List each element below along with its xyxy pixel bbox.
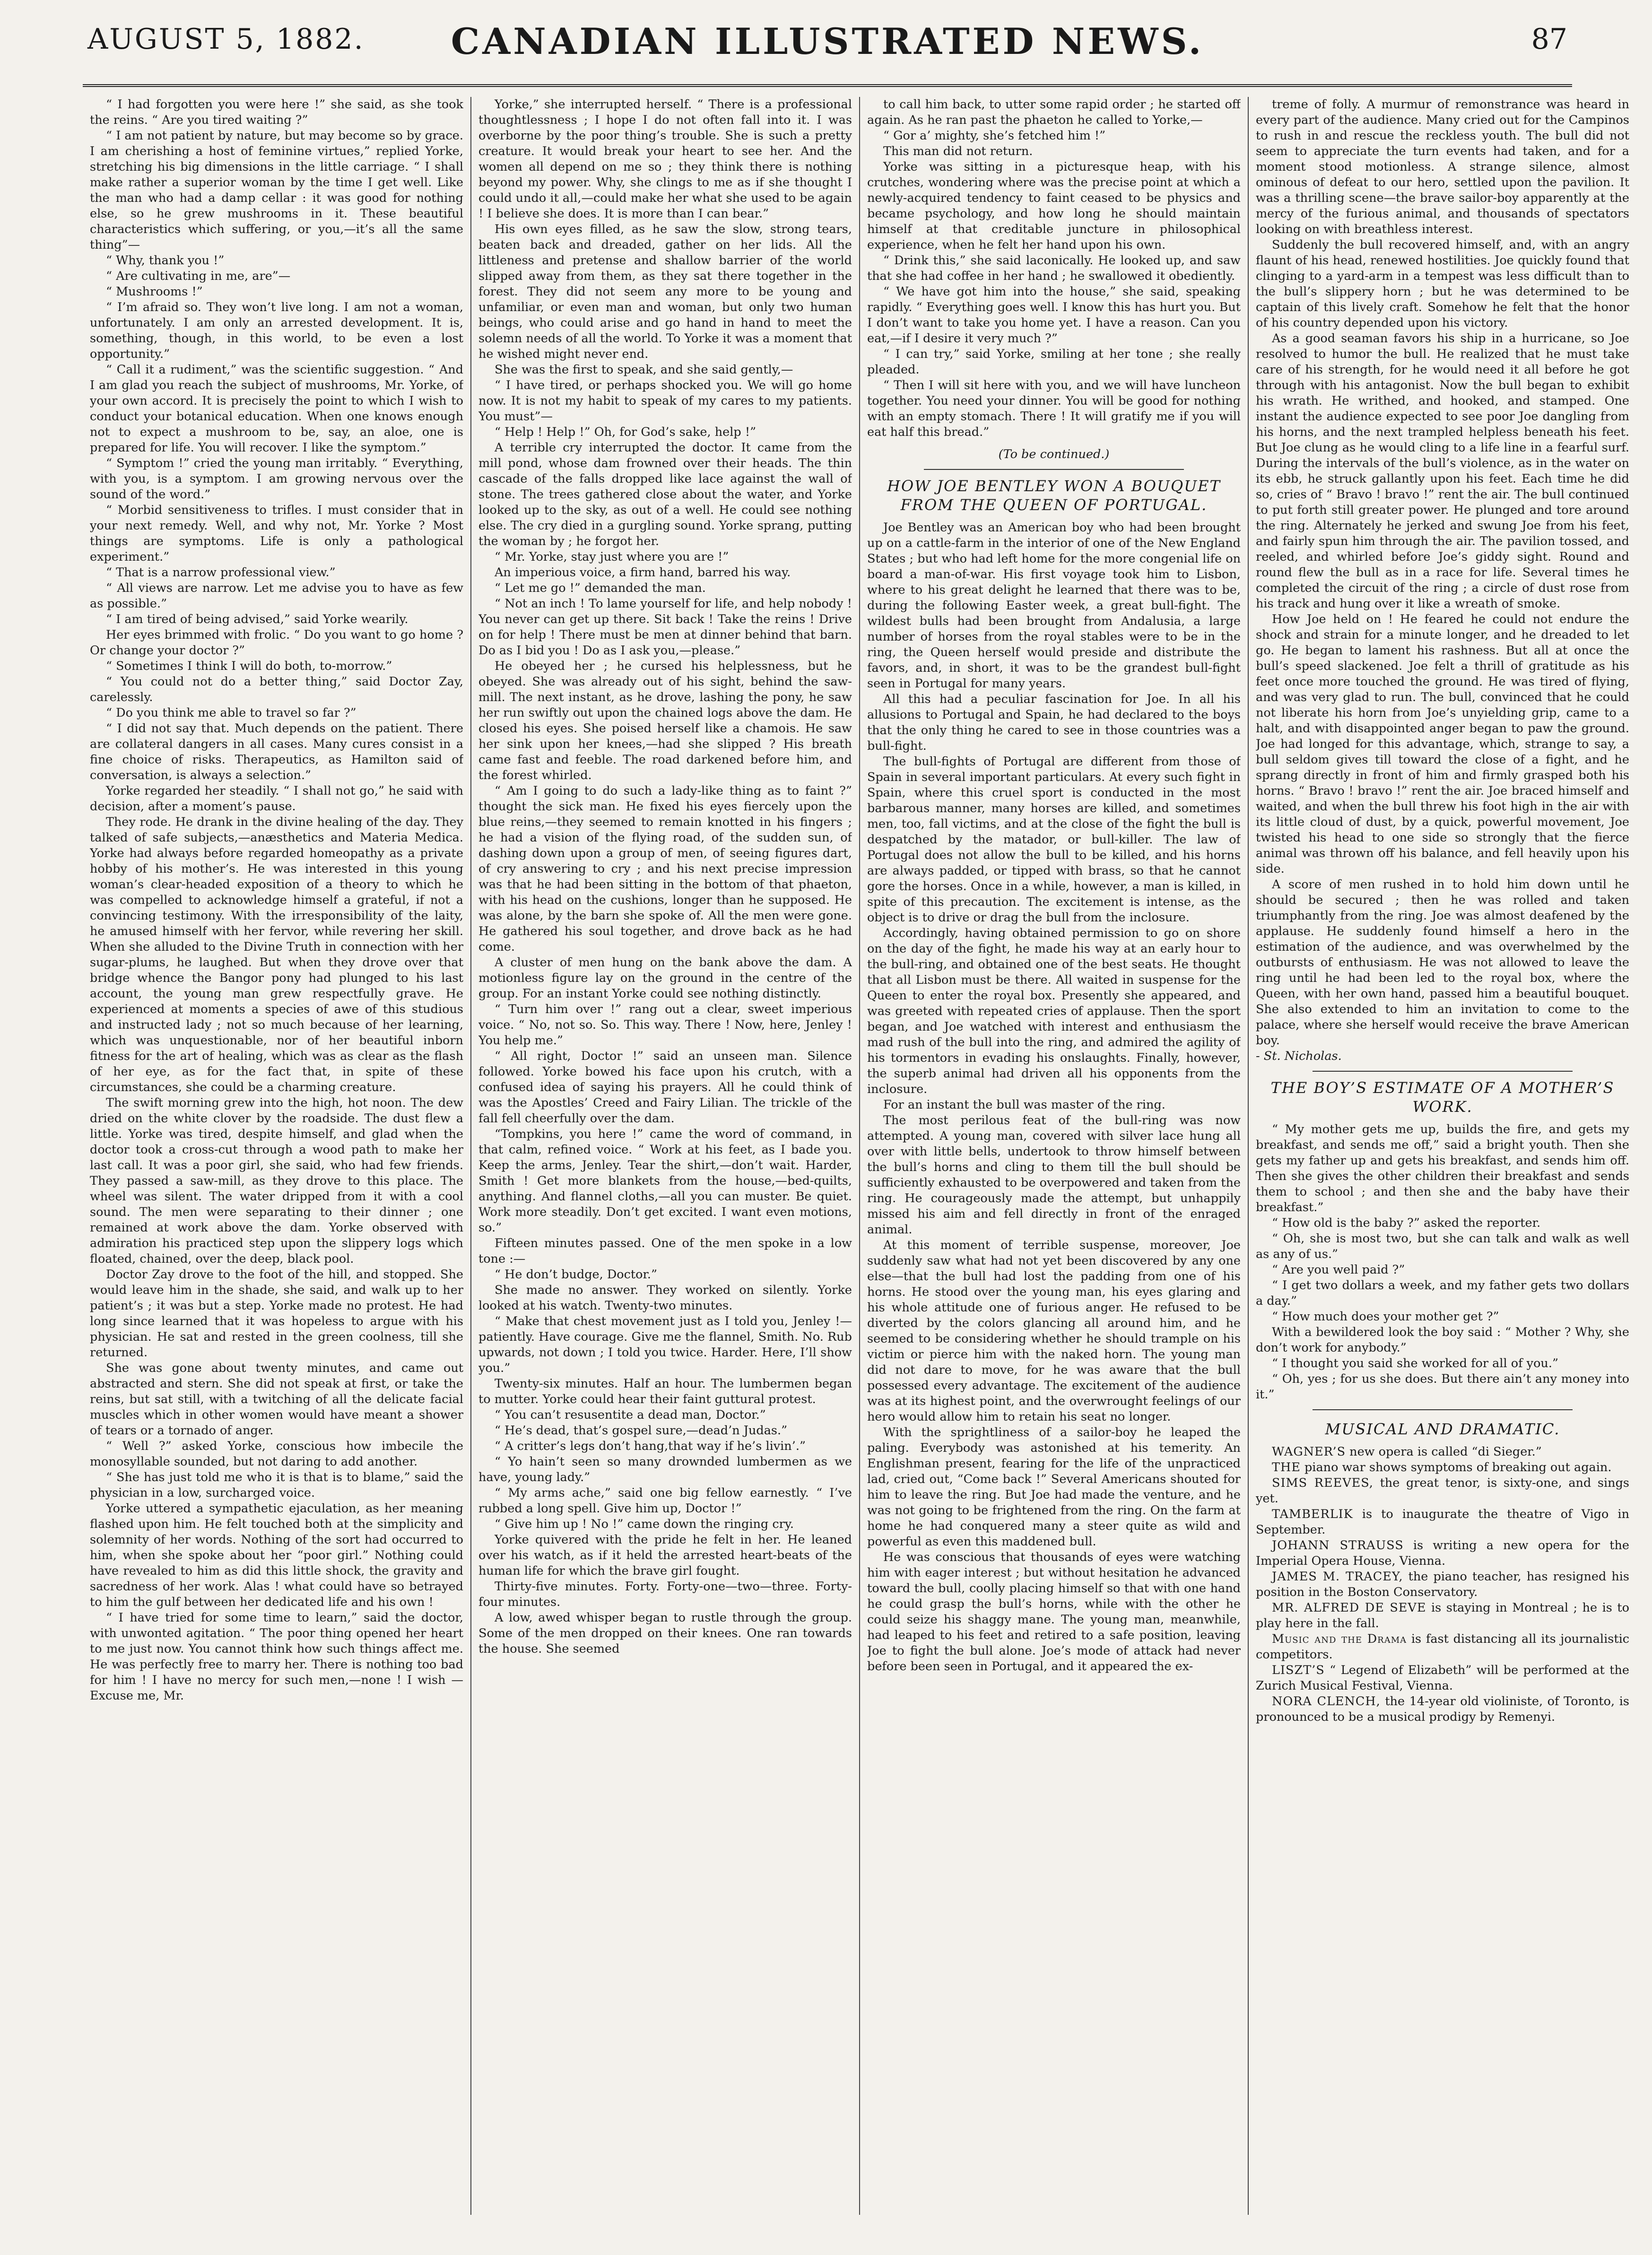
- paragraph: The swift morning grew into the high, hot noon. The dew dried on the white clover by the roadside. The dust flew a little. Yorke was tired, despite himself, and glad when the doctor took a cross-cut through a wood path to make her last call. It was a poor girl, she said, who had few friends. They passed a saw-mill, as they drove to this place. The wheel was silent. The water dripped from it with a cool sound. The men were separating to their dinner ; one remained at work above the dam. Yorke observed with admiration his practiced step upon the slippery logs which floated, chained, over the deep, black pool.: [90, 1096, 463, 1266]
- column-4: [1256, 97, 1629, 2224]
- paragraph: As a good seaman favors his ship in a hurricane, so Joe resolved to humor the bull. He realized that he must take care of his strength, for he would need it all before he got through with his antagonist. Now the bull began to exhibit his wrath. He writhed, and hooked, and stamped. One instant the audience expected to see poor Joe dangling from his horns, and the next trampled helpless beneath his feet. But Joe clung as he would cling to a life line in a fearful surf. During the intervals of the bull’s violence, as in the water on its ebb, he struck gallantly upon his feet. Each time he did so, cries of “ Bravo ! bravo !” rent the air. The bull continued to put forth still greater power. He plunged and tore around the ring. Alternately he jerked and swung Joe from his feet, and fairly spun him through the air. The pavilion tossed, and reeled, and whirled before Joe’s giddy sight. Round and round flew the bull as in a race for life. Several times he completed the circuit of the ring ; a circle of dust rose from his track and hung over it like a wreath of smoke.: [1256, 331, 1629, 611]
- paragraph: “ Are you well paid ?”: [1272, 1263, 1405, 1277]
- masthead: [83, 13, 1572, 87]
- paragraph: “ Mr. Yorke, stay just where you are !”: [495, 550, 729, 564]
- paragraph: “ Symptom !” cried the young man irritably. “ Everything, with you, is a symptom. I am growing nervous over the sound of the word.”: [90, 456, 463, 502]
- paragraph: to call him back, to utter some rapid order ; he started off again. As he ran past the phaeton he called to Yorke,—: [867, 97, 1241, 127]
- paragraph: A terrible cry interrupted the doctor. It came from the mill pond, whose dam frowned over their heads. The thin cascade of the falls dropped like lace against the wall of stone. The trees gathered close about the water, and Yorke looked up to the sky, as out of a well. He could see nothing else. The cry died in a gurgling sound. Yorke sprang, putting the woman by ; he forgot her.: [478, 441, 852, 548]
- paragraph: “ Why, thank you !”: [106, 253, 225, 268]
- column-3: [867, 97, 1241, 2224]
- paragraph: “ Let me go !” demanded the man.: [495, 581, 706, 595]
- music-note: [1256, 1694, 1629, 1725]
- music-note: [1256, 1569, 1629, 1600]
- music-note-text: “ Legend of Elizabeth” will be performed at the Zurich Musical Festival, Vienna.: [1256, 1663, 1629, 1693]
- paragraph: How Joe held on ! He feared he could not endure the shock and strain for a minute longer, and he dreaded to let go. He began to lament his rashness. But all at once the bull’s speed slackened. Joe felt a thrill of gratitude as his feet once more touched the ground. He was tired of flying, and was very glad to run. The bull, convinced that he could not liberate his horn from Joe’s unyielding grip, came to a halt, and with disappointed anger began to paw the ground. Joe had longed for this advantage, which, strange to say, a bull seldom gives till toward the close of a fight, and he sprang directly in front of him and firmly grasped both his horns. “ Bravo ! bravo !” rent the air. Joe braced himself and waited, and when the bull threw his foot high in the air with its little cloud of dust, by a quick, powerful movement, Joe twisted his head to one side so strongly that the fierce animal was thrown off his balance, and fell heavily upon his side.: [1256, 612, 1629, 876]
- paragraph: “ All right, Doctor !” said an unseen man. Silence followed. Yorke bowed his face upon his crutch, with a confused idea of saying his prayers. All he could think of was the Apostles’ Creed and Fairy Lilian. The trickle of the fall fell cheerfully over the dam.: [478, 1049, 852, 1126]
- column-rule: [859, 97, 860, 2215]
- music-note-text: is writing a new opera for the Imperial Opera House, Vienna.: [1256, 1538, 1629, 1568]
- paragraph: Yorke regarded her steadily. “ I shall not go,” he said with decision, after a moment’s pause.: [90, 784, 463, 814]
- paragraph: Yorke,” she interrupted herself. “ There is a professional thoughtlessness ; I hope I do not often fall into it. I was overborne by the poor thing’s trouble. She is such a pretty creature. It would break your heart to see her. And the women all depend on me so ; they think there is nothing beyond my power. Why, she clings to me as if she thought I could undo it all,—could make her what she used to be again ! I believe she does. It is more than I can bear.”: [478, 97, 852, 221]
- paragraph: “ I am tired of being advised,” said Yorke wearily.: [106, 612, 409, 626]
- music-note-lead: JOHANN STRAUSS: [1272, 1538, 1404, 1552]
- paragraph: Doctor Zay drove to the foot of the hill, and stopped. She would leave him in the shade, she said, and walk up to her patient’s ; it was but a step. Yorke made no protest. He had long since learned that it was hopeless to argue with his physician. He sat and rested in the green coolness, till she returned.: [90, 1267, 463, 1360]
- to-be-continued: (To be continued.): [998, 447, 1110, 461]
- paragraph: His own eyes filled, as he saw the slow, strong tears, beaten back and dreaded, gather on her lids. All the littleness and pretense and shallow barrier of the world slipped away from them, as they sat there together in the forest. They did not seem any more to be young and unfamiliar, or even man and woman, but only two human beings, who could arise and go hand in hand to meet the solemn needs of all the world. To Yorke it was a moment that he wished might never end.: [478, 222, 852, 361]
- music-note-text: is fast distancing all its journalistic competitors.: [1256, 1632, 1629, 1662]
- paragraph: “ Well ?” asked Yorke, conscious how imbecile the monosyllable sounded, but not daring to add another.: [90, 1439, 463, 1469]
- paragraph: “ A critter’s legs don’t hang,that way if he’s livin’.”: [495, 1439, 806, 1453]
- paragraph: Yorke quivered with the pride he felt in her. He leaned over his watch, as if it held the arrested heart-beats of the human life for which the brave girl fought.: [478, 1533, 852, 1578]
- section-divider: [1313, 1409, 1573, 1410]
- paragraph: “ I have tired, or perhaps shocked you. We will go home now. It is not my habit to speak of my cares to my patients. You must”—: [478, 378, 852, 424]
- paragraph: “ How much does your mother get ?”: [1272, 1310, 1499, 1324]
- paragraph: “ I can try,” said Yorke, smiling at her tone ; she really pleaded.: [867, 347, 1241, 377]
- paragraph: A low, awed whisper began to rustle through the group. Some of the men dropped on their knees. One ran towards the house. She seemed: [478, 1611, 852, 1656]
- paragraph: “ How old is the baby ?” asked the reporter.: [1272, 1216, 1541, 1230]
- paragraph: This man did not return.: [883, 144, 1033, 158]
- music-note-text: the 14-year old violiniste, of Toronto, is pronounced to be a musical prodigy by Remenyi.: [1256, 1694, 1629, 1724]
- paragraph: “ Help ! Help !” Oh, for God’s sake, help !”: [495, 425, 756, 439]
- paragraph: “ He’s dead, that’s gospel sure,—dead’n Judas.”: [495, 1423, 788, 1438]
- paragraph: “ Make that chest movement just as I told you, Jenley !—patiently. Have courage. Give me the flannel, Smith. No. Rub upwards, not down ; I told you twice. Harder. Here, I’ll show you.”: [478, 1314, 852, 1375]
- article-title-bull-fight: HOW JOE BENTLEY WON A BOUQUET FROM THE QUEEN OF PORTUGAL.: [887, 477, 1221, 514]
- paragraph: “ That is a narrow professional view.”: [106, 565, 336, 580]
- paragraph: Suddenly the bull recovered himself, and, with an angry flaunt of his head, renewed hostilities. Joe quickly found that clinging to a yard-arm in a tempest was less difficult than to the bull’s slippery horn ; but he was determined to be captain of this lively craft. Somehow he felt that the honor of his country depended upon his victory.: [1256, 238, 1629, 330]
- paragraph: “ All views are narrow. Let me advise you to have as few as possible.”: [90, 581, 463, 611]
- paragraph: She made no answer. They worked on silently. Yorke looked at his watch. Twenty-two minutes.: [478, 1283, 852, 1313]
- article-title-mothers-work: THE BOY’S ESTIMATE OF A MOTHER’S WORK.: [1270, 1079, 1615, 1116]
- paragraph: “ I did not say that. Much depends on the patient. There are collateral dangers in all cases. Many cures consist in a fine choice of risks. Therapeutics, as Hamilton said of conversation, is always a selection.”: [90, 721, 463, 782]
- paragraph: All this had a peculiar fascination for Joe. In all his allusions to Portugal and Spain, he had declared to the boys that the only thing he cared to see in those countries was a bull-fight.: [867, 692, 1241, 753]
- paragraph: “ Am I going to do such a lady-like thing as to faint ?” thought the sick man. He fixed his eyes fiercely upon the blue reins,—they seemed to remain knotted in his fingers ; he had a vision of the flying road, of the sudden sun, of dashing down upon a group of men, of seeing figures dart, of cry answering to cry ; and his next precise impression was that he had been sitting in the bottom of that phaeton, with his head on the cushions, longer than he supposed. He was alone, by the barn she spoke of. All the men were gone. He gathered his soul together, and drove back as he had come.: [478, 784, 852, 954]
- music-note-lead: Music and the Drama: [1272, 1632, 1407, 1646]
- paragraph: Accordingly, having obtained permission to go on shore on the day of the fight, he made his way at an early hour to the bull-ring, and obtained one of the best seats. He thought that all Lisbon must be there. All waited in suspense for the Queen to enter the royal box. Presently she appeared, and was greeted with repeated cries of applause. Then the sport began, and Joe watched with interest and enthusiasm the mad rush of the bull into the ring, and admired the agility of his tormentors in evading his onslaughts. Finally, however, the superb animal had driven all his opponents from the inclosure.: [867, 926, 1241, 1096]
- music-note-lead: NORA CLENCH,: [1272, 1694, 1381, 1709]
- music-note-lead: JAMES M. TRACEY,: [1272, 1570, 1403, 1584]
- paragraph: With a bewildered look the boy said : “ Mother ? Why, she don’t work for anybody.”: [1256, 1325, 1629, 1355]
- article-body-mothers-work: [1256, 1122, 1629, 1403]
- music-note-text: new opera is called “di Sieger.”: [1349, 1445, 1542, 1459]
- paragraph: “ I get two dollars a week, and my father gets two dollars a day.”: [1256, 1278, 1629, 1308]
- music-note-lead: TAMBERLIK: [1272, 1507, 1353, 1521]
- section-title-musical: MUSICAL AND DRAMATIC.: [1325, 1420, 1560, 1438]
- paragraph: Fifteen minutes passed. One of the men spoke in a low tone :—: [478, 1236, 852, 1266]
- paragraph: “ Then I will sit here with you, and we will have luncheon together. You need your dinner. You will be good for nothing with an empty stomach. There ! It will gratify me if you will eat half this bread.”: [867, 378, 1241, 439]
- music-note-text: the great tenor, is sixty-one, and sings yet.: [1256, 1476, 1629, 1506]
- paragraph: “ I have tried for some time to learn,” said the doctor, with unwonted agitation. “ The poor thing opened her heart to me just now. You cannot think how such things affect me. He was perfectly free to marry her. There is nothing too bad for him ! I have no mercy for such men,—none ! I wish — Excuse me, Mr.: [90, 1611, 463, 1703]
- newspaper-title: CANADIAN ILLUSTRATED NEWS.: [451, 20, 1204, 62]
- paragraph: “ I thought you said she worked for all of you.”: [1272, 1356, 1558, 1370]
- music-note: [1256, 1460, 1629, 1475]
- paragraph: The bull-fights of Portugal are different from those of Spain in several important particulars. At every such fight in Spain, where this cruel sport is conducted in the most barbarous manner, many horses are killed, and sometimes men, too, fall victims, and at the close of the fight the bull is despatched by the matador, or bull-killer. The law of Portugal does not allow the bull to be killed, and his horns are always padded, or tipped with brass, so that he cannot gore the horses. Once in a while, however, a man is killed, in spite of this precaution. The excitement is intense, as the object is to drive or drag the bull from the inclosure.: [867, 755, 1241, 925]
- article-body-bull-fight: [867, 520, 1241, 1674]
- paragraph: Yorke was sitting in a picturesque heap, with his crutches, wondering where was the precise point at which a newly-acquired tendency to faint ceased to be physics and became psychology, and how long he should maintain himself at that creditable juncture in philosophical experience, when he felt her hand upon his own.: [867, 160, 1241, 252]
- column-rule: [470, 97, 471, 2215]
- story-continuation: [867, 97, 1241, 440]
- paragraph: He was conscious that thousands of eyes were watching him with eager interest ; but without hesitation he advanced toward the bull, coolly placing himself so that with one hand he could grasp the bull’s horns, while with the other he could seize his shaggy mane. The young man, meanwhile, had leaped to his feet and retired to a safe position, leaving Joe to fight the bull alone. Joe’s mode of attack had never before been seen in Portugal, and it appeared the ex-: [867, 1550, 1241, 1674]
- paragraph: “ We have got him into the house,” she said, speaking rapidly. “ Everything goes well. I know this has hurt you. But I don’t want to take you home yet. I have a reason. Can you eat,—if I desire it very much ?”: [867, 285, 1241, 346]
- music-note-text: is to inaugurate the theatre of Vigo in September.: [1256, 1507, 1629, 1537]
- paragraph: “ Sometimes I think I will do both, to-morrow.”: [106, 659, 392, 673]
- page-number: 87: [1531, 23, 1567, 56]
- paragraph: “ Give him up ! No !” came down the ringing cry.: [495, 1517, 794, 1531]
- paragraph: A cluster of men hung on the bank above the dam. A motionless figure lay on the ground in the centre of the group. For an instant Yorke could see nothing distinctly.: [478, 955, 852, 1001]
- paragraph: “ Call it a rudiment,” was the scientific suggestion. “ And I am glad you reach the subject of mushrooms, Mr. Yorke, of your own accord. It is precisely the point to which I wish to conduct your botanical education. When one knows enough not to expect a mushroom to be, say, an aloe, one is prepared for life. You will recover. I like the symptom.”: [90, 363, 463, 455]
- paragraph: She was the first to speak, and she said gently,—: [495, 363, 793, 377]
- column-rule: [1248, 97, 1249, 2215]
- paragraph: “Tompkins, you here !” came the word of command, in that calm, refined voice. “ Work at his feet, as I bade you. Keep the arms, Jenley. Tear the shirt,—don’t wait. Harder, Smith ! Get more blankets from the house,—bed-quilts, anything. And flannel cloths,—all you can muster. Be quiet. Work more steadily. Don’t get excited. I want even motions, so.”: [478, 1127, 852, 1235]
- paragraph: He obeyed her ; he cursed his helplessness, but he obeyed. She was already out of his sight, behind the saw-mill. The next instant, as he drove, lashing the pony, he saw her run swiftly out upon the chained logs above the dam. He closed his eyes. She poised herself like a chamois. He saw her sink upon her knees,—had she slipped ? His breath came fast and feeble. The road darkened before him, and the forest whirled.: [478, 659, 852, 782]
- paragraph: Her eyes brimmed with frolic. “ Do you want to go home ? Or change your doctor ?”: [90, 628, 463, 658]
- paragraph: “ Mushrooms !”: [106, 285, 203, 299]
- music-note: [1256, 1631, 1629, 1663]
- paragraph: “ Turn him over !” rang out a clear, sweet imperious voice. “ No, not so. So. This way. There ! Now, here, Jenley ! You help me.”: [478, 1002, 852, 1048]
- paragraph: “ She has just told me who it is that is to blame,” said the physician in a low, surcharged voice.: [90, 1470, 463, 1500]
- paragraph: Joe Bentley was an American boy who had been brought up on a cattle-farm in the interior of one of the New England States ; but who had left home for the more congenial life on board a man-of-war. His first voyage took him to Lisbon, where to his great delight he learned that there was to be, during the following Easter week, a great bull-fight. The wildest bulls had been brought from Andalusia, a large number of horses from the royal stables were to be in the ring, the Queen herself would preside and distribute the favors, and, in short, it was to be the grandest bull-fight seen in Portugal for many years.: [867, 520, 1241, 691]
- music-note: [1256, 1475, 1629, 1507]
- music-note-lead: WAGNER’S: [1272, 1445, 1346, 1459]
- paragraph: They rode. He drank in the divine healing of the day. They talked of safe subjects,—anæsthetics and Materia Medica. Yorke had always before regarded homeopathy as a private hobby of his mother’s. He was interested in this young woman’s clear-headed exposition of a theory to which he was compelled to acknowledge himself a grateful, if not a convincing testimony. With the irresponsibility of the laity, he amused himself with her fervor, while revering her skill. When she alluded to the Divine Truth in connection with her sugar-plums, he laughed. But when they drove over that bridge whence the Bangor pony had plunged to his last account, the young man grew respectfully grave. He experienced at moments a species of awe of this studious and instructed lady ; not so much because of her learning, which was unquestionable, nor of her beautiful inborn fitness for the art of healing, which was as clear as the flash of her eye, as for the fact that, in spite of these circumstances, she could be a charming creature.: [90, 815, 463, 1094]
- paragraph: “ Are cultivating in me, are”—: [106, 269, 291, 283]
- music-note: [1256, 1663, 1629, 1694]
- column-1: [90, 97, 463, 2224]
- paragraph: “ Drink this,” she said laconically. He looked up, and saw that she had coffee in her hand ; he swallowed it obediently.: [867, 253, 1241, 283]
- music-note: [1256, 1600, 1629, 1631]
- paragraph: Yorke uttered a sympathetic ejaculation, as her meaning flashed upon him. He felt touched both at the simplicity and solemnity of her words. Nothing of the sort had occurred to him, when she spoke about her “poor girl.” Nothing could have revealed to him as did this little shock, the gravity and sacredness of her work. Alas ! what could have so betrayed to him the gulf between her dedicated life and his own !: [90, 1501, 463, 1609]
- paragraph: A score of men rushed in to hold him down until he should be secured ; then he was rolled and taken triumphantly from the ring. Joe was almost deafened by the applause. He suddenly found himself a hero in the estimation of the audience, and was overwhelmed by the outbursts of enthusiasm. He was not allowed to leave the ring until he had been led to the royal box, where the Queen, with her own hand, passed him a beautiful bouquet. She also extended to him an invitation to come to the palace, where she herself would receive the brave American boy.: [1256, 877, 1629, 1048]
- paragraph: Twenty-six minutes. Half an hour. The lumbermen began to mutter. Yorke could hear their faint guttural protest.: [478, 1377, 852, 1406]
- paragraph: The most perilous feat of the bull-ring was now attempted. A young man, covered with silver lace hung all over with little bells, undertook to throw himself between the bull’s horns and cling to them till the bull should be sufficiently exhausted to be overpowered and taken from the ring. He courageously made the attempt, but unhappily missed his aim and fell directly in front of the enraged animal.: [867, 1113, 1241, 1237]
- paragraph: “ Do you think me able to travel so far ?”: [106, 706, 356, 720]
- music-note-lead: MR. ALFRED DE SEVE: [1272, 1601, 1426, 1615]
- paragraph: “ Yo hain’t seen so many drownded lumbermen as we have, young lady.”: [478, 1455, 852, 1484]
- column-2: [478, 97, 852, 2224]
- paragraph: “ I had forgotten you were here !” she said, as she took the reins. “ Are you tired waiting ?”: [90, 97, 463, 127]
- music-note-text: the piano teacher, has resigned his position in the Boston Conservatory.: [1256, 1570, 1629, 1599]
- paragraph: treme of folly. A murmur of remonstrance was heard in every part of the audience. Many cried out for the Campinos to rush in and rescue the reckless youth. The bull did not seem to appreciate the turn events had taken, and for a moment stood motionless. A strange silence, almost ominous of defeat to our hero, settled upon the pavilion. It was a thrilling scene—the brave sailor-boy apparently at the mercy of the furious animal, and thousands of spectators looking on with breathless interest.: [1256, 97, 1629, 236]
- music-note-text: piano war shows symptoms of breaking out again.: [1304, 1460, 1612, 1474]
- paragraph: She was gone about twenty minutes, and came out abstracted and stern. She did not speak at first, or take the reins, but sat still, with a twitching of all the delicate facial muscles which in other women would have meant a shower of tears or a tornado of anger.: [90, 1361, 463, 1438]
- paragraph: Thirty-five minutes. Forty. Forty-one—two—three. Forty-four minutes.: [478, 1579, 852, 1609]
- paragraph: An imperious voice, a firm hand, barred his way.: [495, 565, 791, 580]
- paragraph: “ He don’t budge, Doctor.”: [495, 1267, 658, 1282]
- paragraph: “ I’m afraid so. They won’t live long. I am not a woman, unfortunately. I am only an arrested development. It is, something, though, in this world, to be even a lost opportunity.”: [90, 300, 463, 361]
- paragraph: With the sprightliness of a sailor-boy he leaped the paling. Everybody was astonished at his temerity. An Englishman present, fearing for the life of the unpracticed lad, cried out, “Come back !” Several Americans shouted for him to leave the ring. But Joe had made the venture, and he was not going to be frightened from the ring. On the farm at home he had conquered many a steer quite as wild and powerful as even this maddened bull.: [867, 1425, 1241, 1549]
- music-note-text: is staying in Montreal ; he is to play here in the fall.: [1256, 1601, 1629, 1631]
- paragraph: For an instant the bull was master of the ring.: [883, 1098, 1165, 1112]
- paragraph: “ Oh, she is most two, but she can talk and walk as well as any of us.”: [1256, 1232, 1629, 1261]
- paragraph: At this moment of terrible suspense, moreover, Joe suddenly saw what had not yet been discovered by any one else—that the bull had lost the padding from one of his horns. He stood over the young man, his eyes glaring and his whole attitude one of furious anger. He refused to be diverted by the colors glancing all around him, and he seemed to be considering whether he should trample on his victim or pierce him with the naked horn. The young man did not dare to move, for he was aware that the bull possessed every advantage. The excitement of the audience was at its highest point, and the overwrought feelings of our hero would allow him to retain his seat no longer.: [867, 1238, 1241, 1424]
- paragraph: “ My arms ache,” said one big fellow earnestly. “ I’ve rubbed a long spell. Give him up, Doctor !”: [478, 1486, 852, 1516]
- paragraph: “ Not an inch ! To lame yourself for life, and help nobody ! You never can get up there. Sit back ! Take the reins ! Drive on for help ! There must be men at dinner behind that barn. Do as I bid you ! Do as I ask you,—please.”: [478, 597, 852, 658]
- music-note-lead: SIMS REEVES,: [1272, 1476, 1374, 1490]
- paragraph: “ You could not do a better thing,” said Doctor Zay, carelessly.: [90, 675, 463, 704]
- paragraph: “ My mother gets me up, builds the fire, and gets my breakfast, and sends me off,” said a bright youth. Then she gets my father up and gets his breakfast, and sends him off. Then she gives the other children their breakfast and sends them to school ; and then she and the baby have their breakfast.”: [1256, 1122, 1629, 1214]
- paragraph: “ I am not patient by nature, but may become so by grace. I am cherishing a host of feminine virtues,” replied Yorke, stretching his big dimensions in the little carriage. “ I shall make rather a superior woman by the time I get well. Like the man who had a damp cellar : it was good for nothing else, so he grew mushrooms in it. These beautiful characteristics which suffering, or you,—it’s all the same thing”—: [90, 129, 463, 252]
- paragraph: “ Morbid sensitiveness to trifles. I must consider that in your next remedy. Well, and why not, Mr. Yorke ? Most things are symptoms. Life is only a pathological experiment.”: [90, 503, 463, 564]
- paragraph: “ Gor a’ mighty, she’s fetched him !”: [883, 129, 1106, 143]
- article-body-bull-fight-end: [1256, 97, 1629, 1049]
- section-divider: [1313, 1071, 1573, 1072]
- section-divider: [924, 469, 1184, 470]
- music-note-lead: LISZT’S: [1272, 1663, 1325, 1677]
- music-note: [1256, 1507, 1629, 1538]
- musical-notes: [1256, 1444, 1629, 1725]
- music-note: [1256, 1538, 1629, 1569]
- paragraph: “ Oh, yes ; for us she does. But there ain’t any money into it.”: [1256, 1372, 1629, 1402]
- issue-date: AUGUST 5, 1882.: [87, 23, 365, 56]
- music-note: [1256, 1444, 1629, 1460]
- paragraph: “ You can’t resusentite a dead man, Doctor.”: [495, 1408, 766, 1422]
- music-note-lead: THE: [1272, 1460, 1301, 1474]
- article-source: - St. Nicholas.: [1256, 1049, 1342, 1063]
